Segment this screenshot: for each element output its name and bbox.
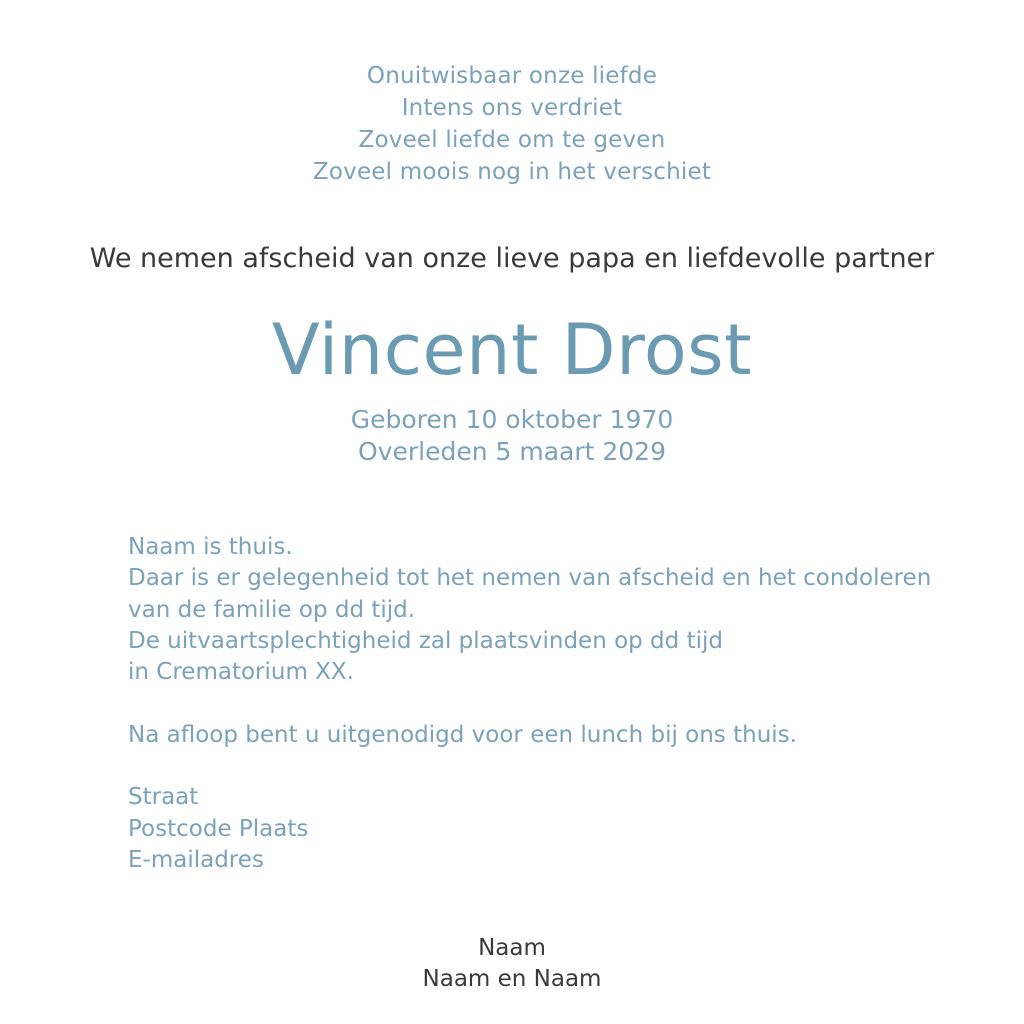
- body-line: De uitvaartsplechtigheid zal plaatsvinden op dd tijd: [128, 627, 723, 654]
- body-line: Daar is er gelegenheid tot het nemen van afscheid en het condoleren: [128, 565, 932, 592]
- poem: [0, 60, 1024, 188]
- body-line: Naam is thuis.: [128, 534, 293, 560]
- signature: [0, 933, 1024, 995]
- body-line: in Crematorium XX.: [128, 659, 354, 686]
- address-street: Straat: [128, 784, 199, 811]
- body-line: Na afloop bent u uitgenodigd voor een lunch bij ons thuis.: [128, 721, 797, 748]
- signature-line: Naam en Naam: [422, 966, 602, 992]
- address-city: Postcode Plaats: [128, 815, 309, 842]
- poem-line: Zoveel liefde om te geven: [358, 127, 666, 153]
- life-dates: [0, 404, 1024, 468]
- intro-line: We nemen afscheid van onze lieve papa en liefdevolle partner: [89, 243, 935, 274]
- announcement-body: [128, 532, 988, 876]
- signature-line: Naam: [478, 935, 546, 961]
- poem-line: Intens ons verdriet: [401, 95, 623, 121]
- body-spacer: [128, 688, 988, 719]
- address-email: E-mailadres: [128, 846, 264, 873]
- body-line: van de familie op dd tijd.: [128, 596, 416, 623]
- poem-line: Onuitwisbaar onze liefde: [366, 63, 658, 89]
- birth-date: Geboren 10 oktober 1970: [350, 405, 674, 434]
- body-spacer: [128, 751, 988, 782]
- deceased-name: Vincent Drost: [271, 309, 753, 391]
- poem-line: Zoveel moois nog in het verschiet: [312, 159, 712, 185]
- death-date: Overleden 5 maart 2029: [358, 437, 666, 466]
